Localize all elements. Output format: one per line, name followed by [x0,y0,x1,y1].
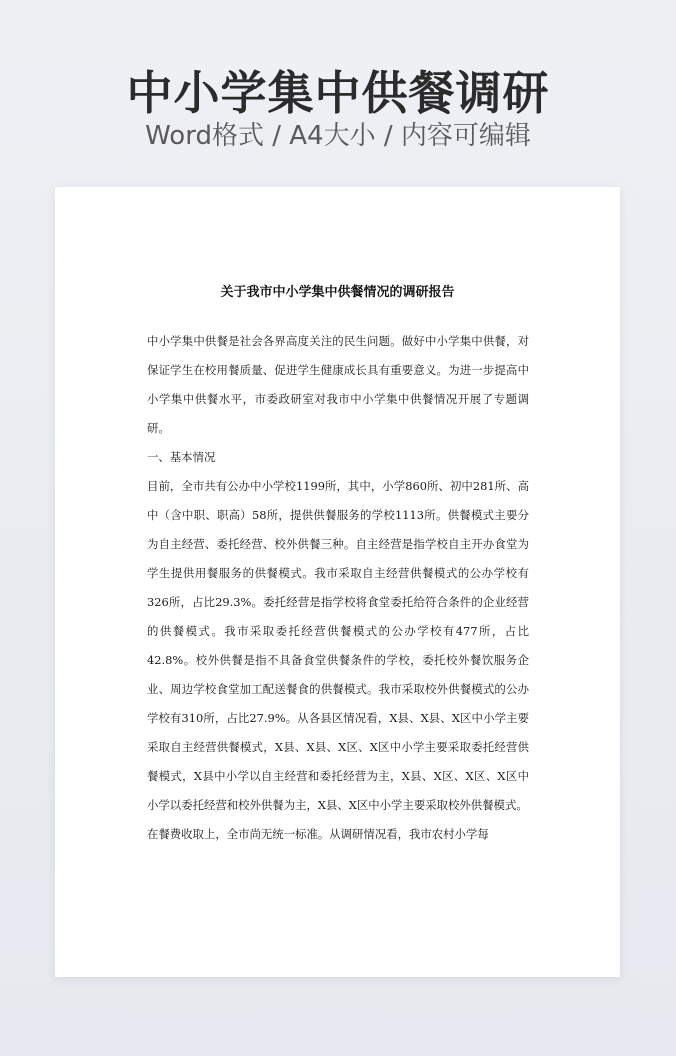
paragraph-meal-fees: 在餐费收取上，全市尚无统一标准。从调研情况看，我市农村小学每 [147,827,489,841]
banner-title: 中小学集中供餐调研 [126,66,550,120]
banner-subtitle: Word格式 / A4大小 / 内容可编辑 [145,121,531,151]
section-heading: 一、基本情况 [147,450,216,464]
document-page [55,187,620,977]
paragraph-intro: 中小学集中供餐是社会各界高度关注的民生问题。做好中小学集中供餐，对保证学生在校用餐质量、促进学生健康成长具有重要意义。为进一步提高中小学集中供餐水平，市委政研室对我市中小学集中供餐情况开展了专题调研。 [147,334,529,435]
banner [0,0,676,180]
document-body [147,327,529,849]
document-title: 关于我市中小学集中供餐情况的调研报告 [220,285,455,300]
paragraph-basic-situation: 目前，全市共有公办中小学校1199所，其中，小学860所、初中281所、高中（含中职、职高）58所，提供供餐服务的学校1113所。供餐模式主要分为自主经营、委托经营、校外供餐三种。自主经营是指学校自主开办食堂为学生提供用餐服务的供餐模式。我市采取自主经营供餐模式的公办学校有326所，占比29.3%。委托经营是指学校将食堂委托给符合条件的企业经营的供餐模式。我市采取委托经营供餐模式的公办学校有477所，占比42.8%。校外供餐是指不具备食堂供餐条件的学校，委托校外餐饮服务企业、周边学校食堂加工配送餐食的供餐模式。我市采取校外供餐模式的公办学校有310所，占比27.9%。从各县区情况看，X县、X县、X区中小学主要采取自主经营供餐模式，X县、X县、X区、X区中小学主要采取委托经营供餐模式，X县中小学以自主经营和委托经营为主，X县、X区、X区、X区中小学以委托经营和校外供餐为主，X县、X区中小学主要采取校外供餐模式。 [147,479,529,812]
